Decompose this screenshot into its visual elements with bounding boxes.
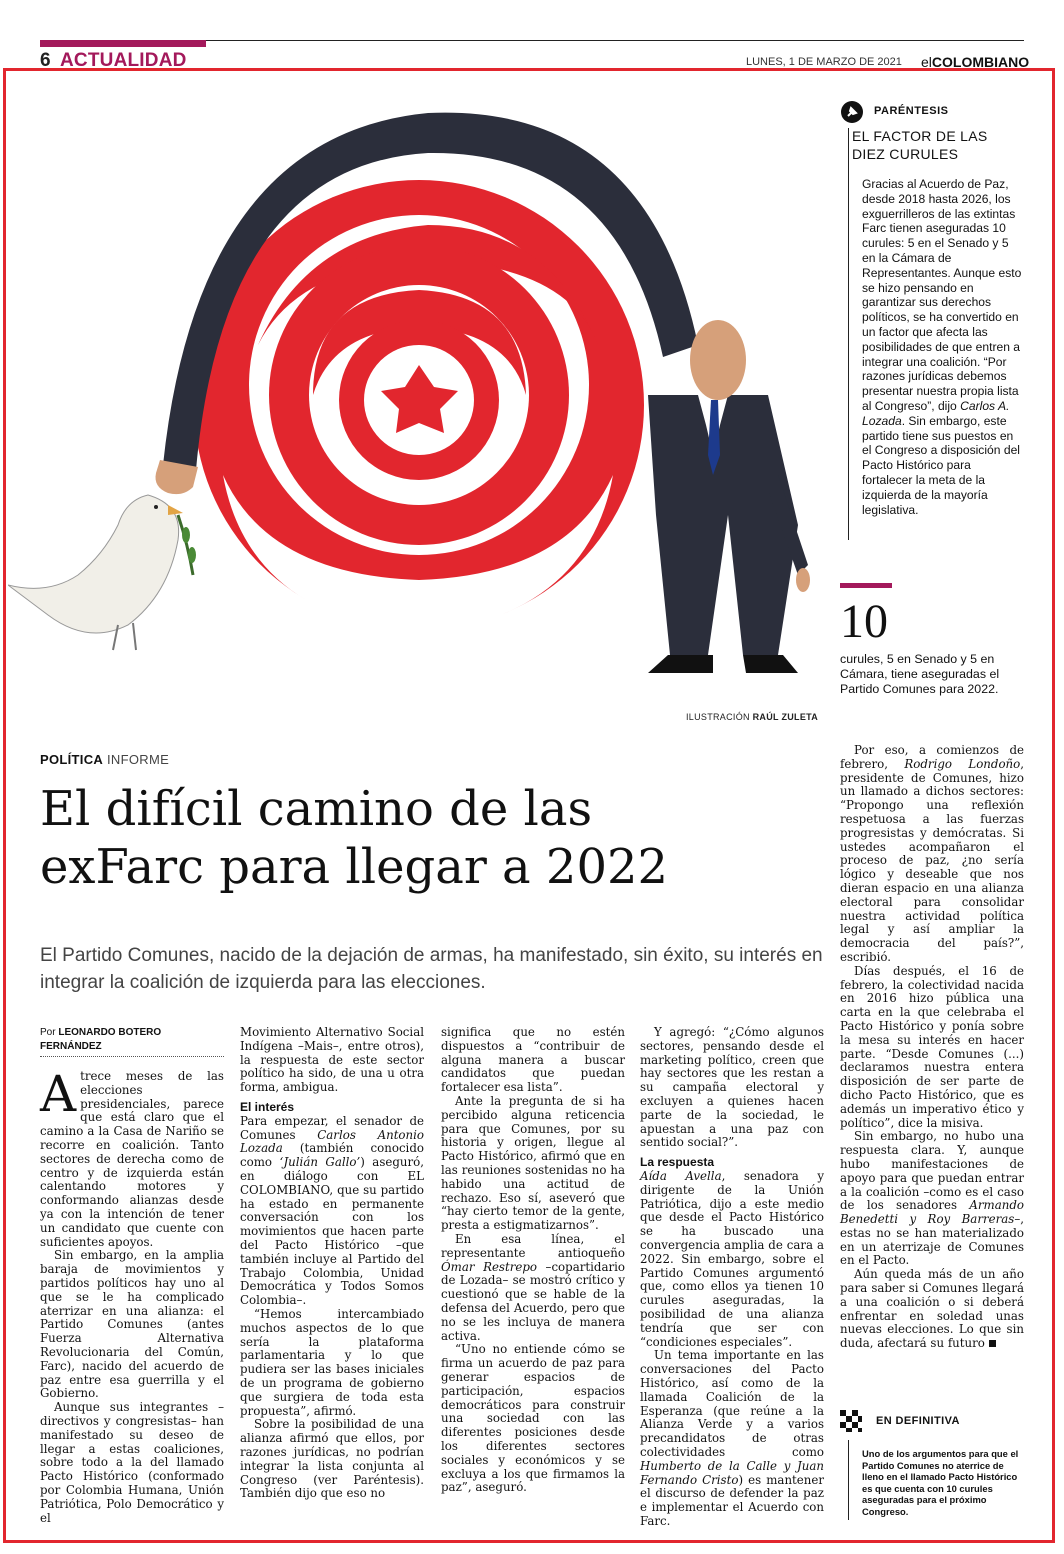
drop-cap: A: [40, 1065, 77, 1123]
paragraph: Sobre la posibilidad de una alianza afirmó que ellos, por razones jurídicas, no podrían integrar la lista conjunta al Congreso (ver Paréntesis). También dijo que eso no: [240, 1417, 424, 1501]
pin-icon: [840, 100, 864, 124]
section-title: ACTUALIDAD: [60, 50, 187, 71]
kicker-section: POLÍTICA: [40, 752, 104, 767]
illustration: [8, 95, 830, 695]
subhead-respuesta: La respuesta: [640, 1155, 715, 1170]
big-number: 10: [840, 595, 888, 648]
paragraph: Movimiento Alternativo Social Indígena –Mais–, entre otros), la respuesta de este sector político ha sido, de una u otra forma, ambigua.: [240, 1025, 424, 1095]
subhead-interes: El interés: [240, 1099, 295, 1114]
paragraph: trece meses de las elecciones presidenciales, parece que está claro que el camino a la Casa de Nariño se recorre en coalición. Tanto sectores de derecha como de centro y de izquierda están calentando motores y conformando alianzas desde ya con la intención de tener un candidato que cuente con suficientes apoyos.: [40, 1069, 224, 1249]
paragraph: “Uno no entiende cómo se firma un acuerdo de paz para generar espacios de participación, espacios democráticos para construir una sociedad con las diferentes posiciones desde los diferentes sectores sociales y económicos y se excluya a los que firmamos la paz”, aseguró.: [441, 1342, 625, 1495]
paragraph: Sin embargo, en la amplia baraja de movimientos y partidos políticos hay uno al que se le ha complicado aterrizar en una alianza: el Partido Comunes (antes Fuerza Alternativa Revolucionaria del Común, Farc), nacido del acuerdo de paz entre esa guerrilla y el Gobierno.: [40, 1248, 224, 1401]
en-definitiva-rule: [848, 1440, 849, 1520]
article-column-5: [840, 744, 1024, 1351]
article-dek: El Partido Comunes, nacido de la dejación de armas, ha manifestado, sin éxito, su interés en integrar la coalición de izquierda para las elecciones.: [40, 945, 823, 993]
checkered-icon: [840, 1410, 862, 1432]
paragraph: Aún queda más de un año para saber si Comunes llegará a una coalición o si deberá enfrentar en soledad unas nuevas elecciones. Lo que sin duda, afectará su futuro: [840, 1267, 1024, 1351]
paragraph: Aída Avella, senadora y dirigente de la Unión Patriótica, dijo a este medio que desde el Pacto Histórico se ha buscado una convergencia amplia de cara a 2022. Sin embargo, sobre el Partido Comunes argumentó que, como ellos ya tienen 10 curules aseguradas, la posibilidad de una alianza tendría que ser con “condiciones especiales”.: [640, 1168, 824, 1349]
sidebar-body-name: Carlos A. Lozada: [862, 398, 1010, 428]
credit-name: RAÚL ZULETA: [752, 712, 819, 722]
end-of-article-icon: [989, 1340, 996, 1347]
headline-line-1: El difícil camino de las: [40, 781, 593, 837]
issue-date: LUNES, 1 DE MARZO DE 2021: [746, 56, 902, 68]
rose-emblem: [194, 180, 644, 635]
en-definitiva-body: Uno de los argumentos para que el Partido Comunes no aterrice de lleno en el llamado Pacto Histórico es que cuenta con 10 curules aseguradas para el próximo Congreso.: [862, 1448, 1019, 1517]
sidebar-title: EL FACTOR DE LAS DIEZ CURULES: [852, 128, 988, 162]
sidebar-body: [862, 177, 1024, 517]
credit-label: ILUSTRACIÓN: [686, 712, 750, 722]
dove: [8, 495, 196, 650]
man-in-suit: [648, 320, 810, 673]
article-column-2: [240, 1026, 424, 1501]
paragraph: Días después, el 16 de febrero, la colectividad nacida en 2016 hizo pública una carta en la que celebraba el Pacto Histórico y ponía sobre la mesa su interés en hacer parte. “Desde Comunes (...) declaramos nuestra entera disposición de ser parte de dicho Pacto Histórico, que es además un imperativo ético y político”, dice la misiva.: [840, 963, 1024, 1130]
sidebar-body-end: . Sin embargo, este partido tiene sus puestos en el Congreso a disposición del Pacto Histórico para fortalecer la meta de la izquierda de la mayoría legislativa.: [862, 413, 1020, 517]
byline-name: LEONARDO BOTERO FERNÁNDEZ: [40, 1027, 162, 1052]
paragraph: Ante la pregunta de si ha percibido alguna reticencia para que Comunes, por su historia y origen, llegue al Pacto Histórico, afirmó que en las reuniones sostenidas no ha habido una actitud de rechazo. Eso sí, aseveró que “hay cierto temor de la gente, presta a estigmatizarnos”.: [441, 1093, 625, 1233]
paragraph: Aunque sus integrantes –directivos y congresistas– han manifestado su deseo de llegar a estas coaliciones, sobre todo a la del llamado Pacto Histórico (conformado por Colombia Humana, Unión Patriótica, Polo Democrático y el: [40, 1400, 224, 1525]
headline-line-2: exFarc para llegar a 2022: [40, 839, 669, 895]
paragraph: Un tema importante en las conversaciones del Pacto Histórico, así como de la llamada Coalición de la Esperanza (que reúne a la Alianza Verde y a varios precandidatos de otras colectividades como Humberto de la Calle y Juan Fernando Cristo) es mantener el discurso de defender la paz e implementar el Acuerdo con Farc.: [640, 1348, 824, 1528]
kicker-type: INFORME: [107, 752, 170, 767]
number-caption: curules, 5 en Senado y 5 en Cámara, tiene aseguradas el Partido Comunes para 2022.: [840, 652, 1000, 696]
brand-prefix: el: [921, 54, 932, 70]
sidebar-rule: [848, 128, 849, 540]
paragraph: “Hemos intercambiado muchos aspectos de lo que sería la plataforma parlamentaria y lo que pudiera ser las bases iniciales de un programa de gobierno que surgiera de toda esta propuesta”, afirmó.: [240, 1306, 424, 1418]
paragraph: Para empezar, el senador de Comunes Carlos Antonio Lozada (también conocido como ‘Julián Gallo’) aseguró, en diálogo con EL COLOMBIANO, que su partido ha estado en permanente conversación con los movimientos que hacen parte del Pacto Histórico –que también incluye al Partido del Trabajo Colombia, Unidad Democrática y Todos Somos Colombia–.: [240, 1113, 425, 1308]
en-definitiva-label: EN DEFINITIVA: [876, 1415, 960, 1427]
illustration-credit: [686, 712, 818, 722]
page-number: 6: [40, 50, 51, 71]
byline: [40, 1026, 224, 1054]
sidebar-body-text: Gracias al Acuerdo de Paz, desde 2018 hasta 2026, los exguerrilleros de las extintas Farc tienen aseguradas 10 curules: 5 en el Senado y 5 en la Cámara de Representantes. Aunque esto se hizo pensando en garantizar sus derechos políticos, se ha convertido en un factor que afecta las posibilidades de que entren a integrar una coalición. “Por razones jurídicas debemos presentar nuestra propia lista al Congreso”, dijo: [862, 177, 1022, 413]
paragraph: Y agregó: “¿Cómo algunos sectores, pensando desde el marketing político, creen que hay sectores que les restan a su campaña electoral y excluyen a quienes hacen parte de la sociedad, le apuestan a una paz con sentido social?”.: [640, 1025, 824, 1150]
article-column-1: [40, 1065, 224, 1525]
byline-rule: [40, 1056, 224, 1057]
number-accent-bar: [840, 583, 892, 588]
article-column-3: [441, 1026, 625, 1495]
byline-prefix: Por: [40, 1027, 56, 1038]
section-accent-bar: [40, 40, 206, 47]
article-kicker: [40, 752, 169, 767]
paragraph: significa que no estén dispuestos a “contribuir de alguna manera a buscar candidatos que puedan fortalecer esa lista”.: [441, 1025, 625, 1095]
article-column-4: [640, 1026, 824, 1529]
brand-name: COLOMBIANO: [931, 54, 1030, 70]
paragraph: En esa línea, el representante antioqueño Ómar Restrepo –copartidario de Lozada– se mostró crítico y cuestionó que se hable de la defensa del Acuerdo, pero que no se les incluya de manera activa.: [441, 1231, 625, 1343]
article-headline: [40, 780, 820, 896]
parentesis-label: PARÉNTESIS: [874, 105, 949, 117]
paragraph: Sin embargo, no hubo una respuesta clara. Y, aunque hubo manifestaciones de apoyo para que puedan entrar a la coalición –como es el caso de los senadores Armando Benedetti y Roy Barreras–, estas no se han materializado en un aterrizaje de Comunes en el Pacto.: [840, 1129, 1024, 1268]
paragraph: Por eso, a comienzos de febrero, Rodrigo Londoño, presidente de Comunes, hizo un llamado a dichos sectores: “Propongo una reflexión respetuosa a las fuerzas progresistas y demócratas. Si ustedes acompañaron el proceso de paz, ¿no sería lógico y deseable que nos dieran espacio en una alianza electoral para consolidar nuestra actividad política legal y así ampliar la democracia del país?”, escribió.: [840, 743, 1024, 964]
